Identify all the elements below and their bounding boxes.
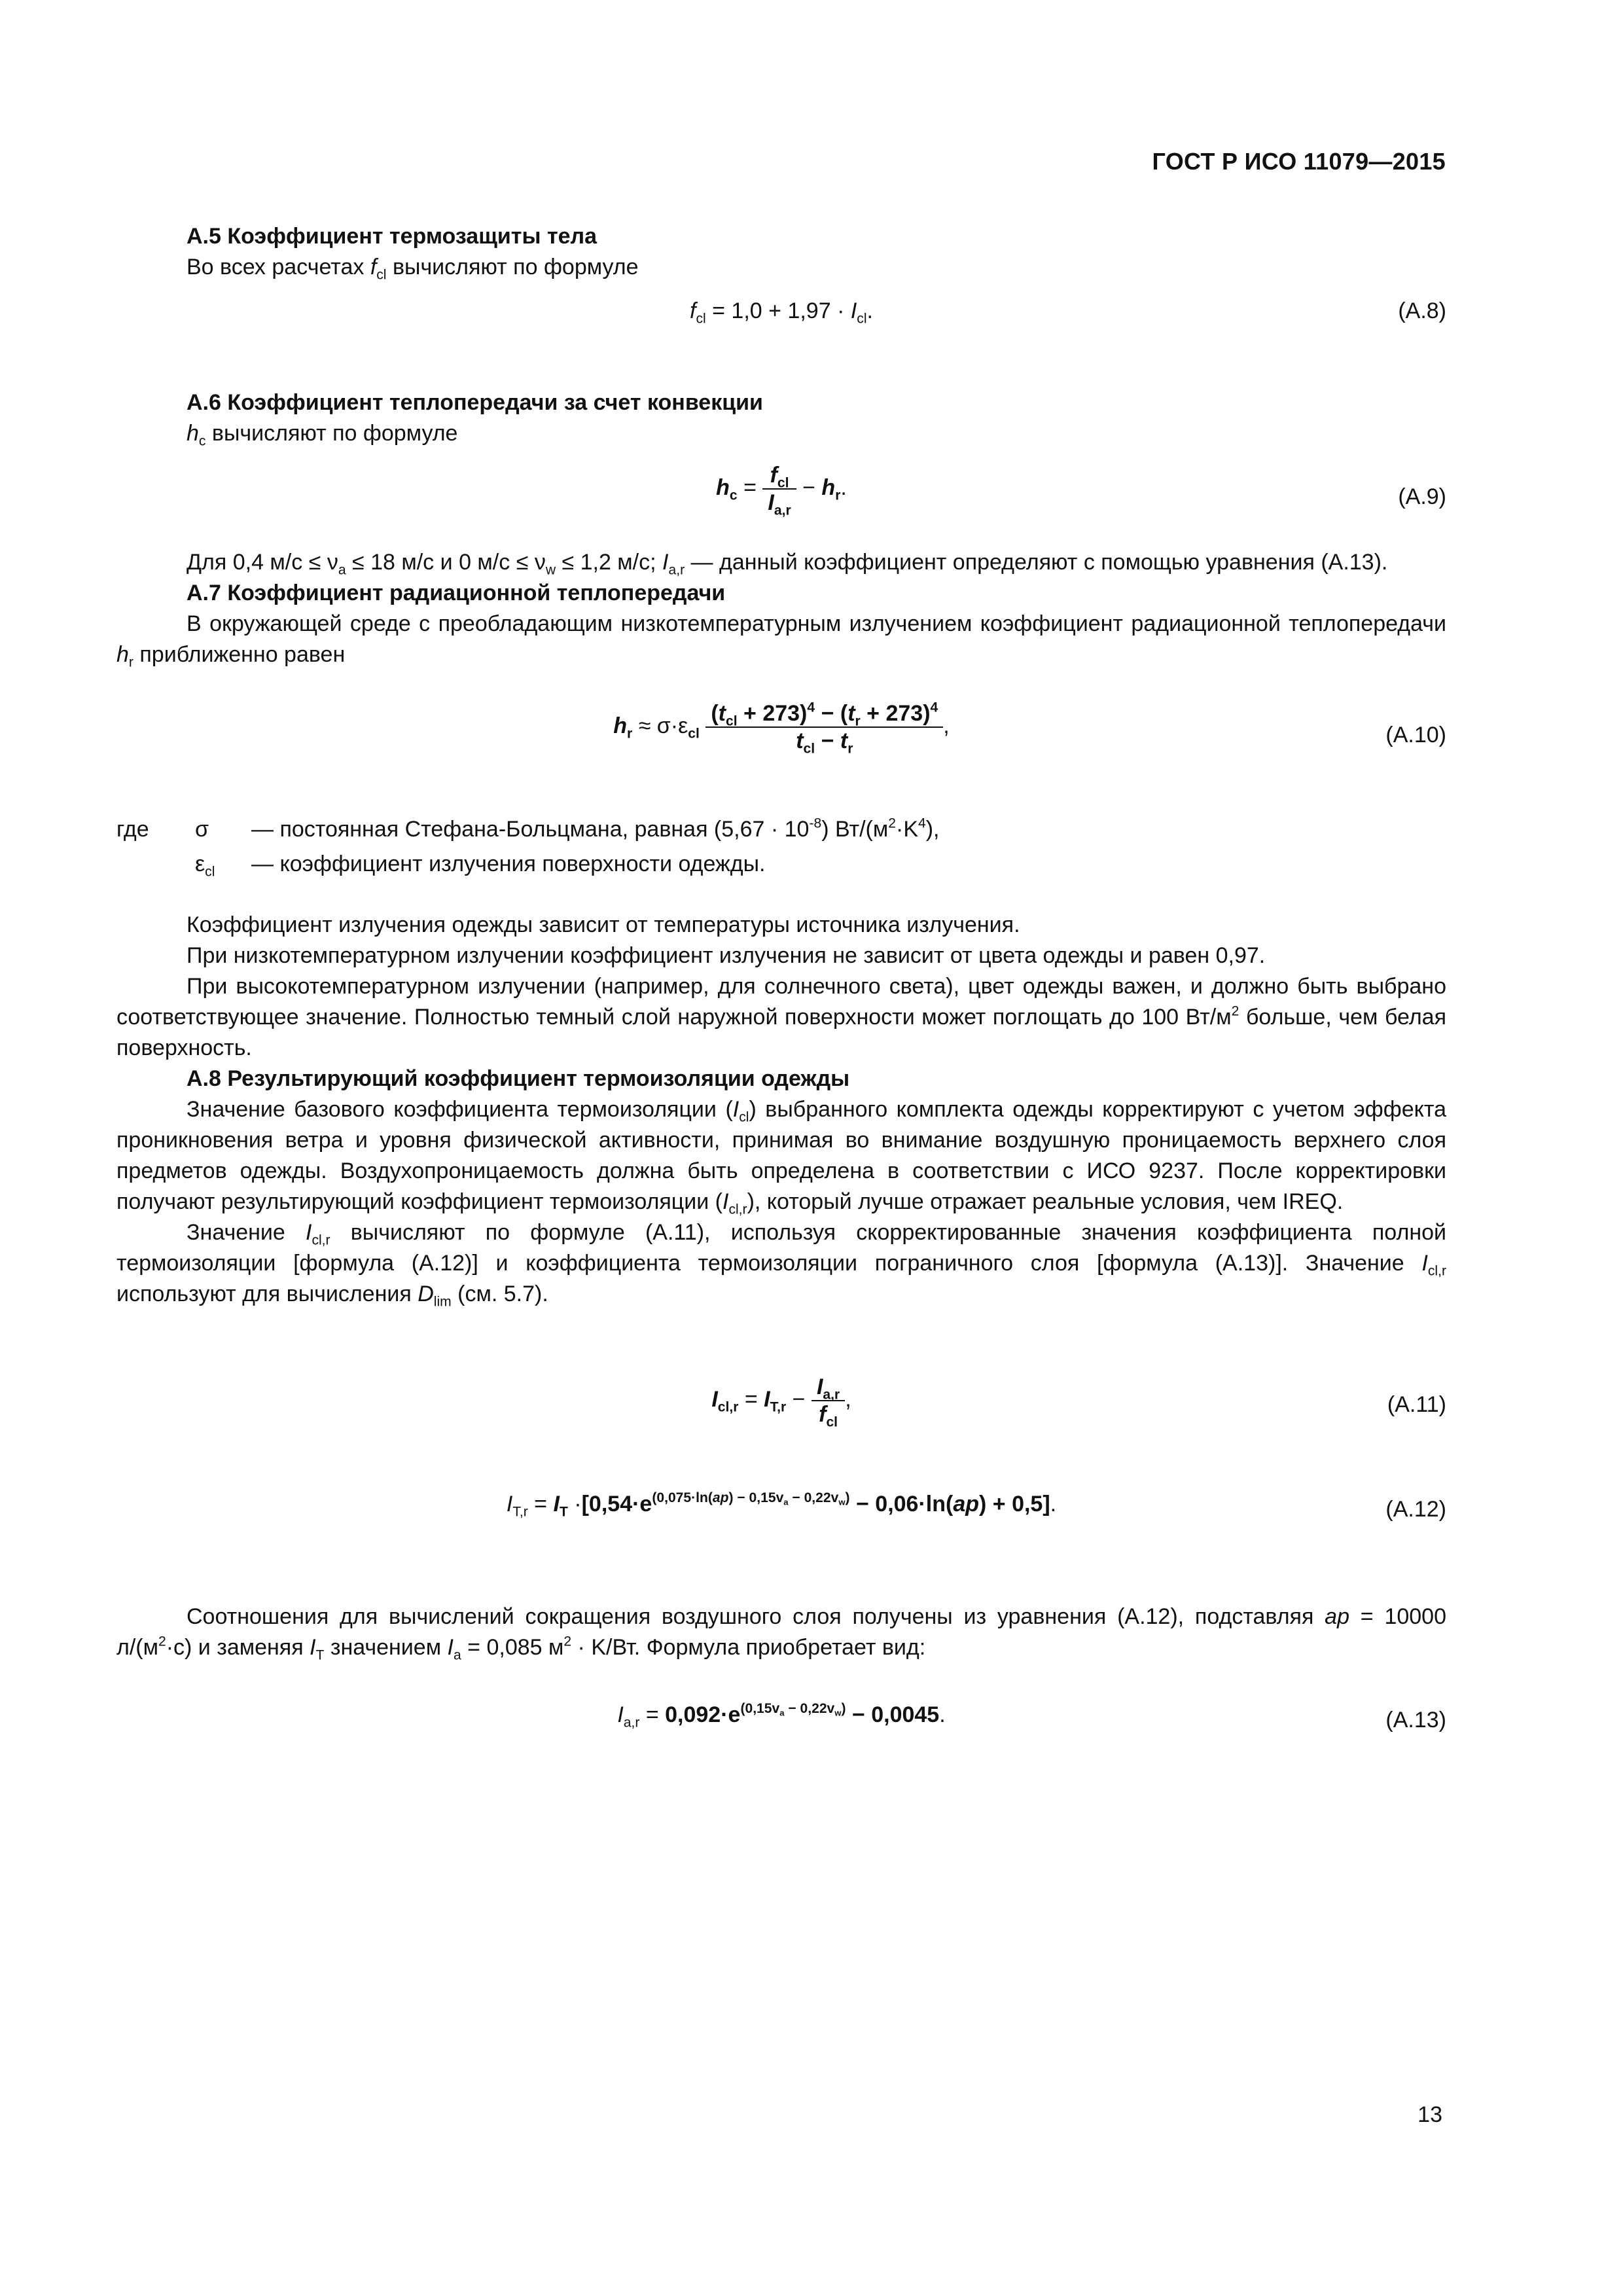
document-header: ГОСТ Р ИСО 11079—2015 [1152, 148, 1446, 175]
text: больше, чем белая поверхность. [116, 1005, 1446, 1060]
paragraph: Значение $I_{cl,r}$ вычисляют по формуле (А.11), используя скорректированные значения коэффициента полной термоизоляции [формула (А.12)] и коэффициента термоизоляции пограничного слоя [формула (А.13)]. Значение $I_{cl,r}$ используют для вычисления $D_{lim}$ (см. 5.7). [116, 1220, 1446, 1310]
section-title-a5: А.5 Коэффициент термозащиты тела [187, 224, 597, 249]
formula: $I_{T,r} = I_T \cdot[0,54\cdot e^{(0,075\cdot ln(ap) - 0,15v_a - 0,22v_w)} - 0,06\cdot\ln(ap) + 0,5]$. [506, 1490, 1057, 1520]
text: Соотношения для вычислений сокращения воздушного слоя получены из уравнения (А.12), подставляя [187, 1604, 1325, 1629]
section-title-a6: А.6 Коэффициент теплопередачи за счет конвекции [187, 390, 763, 415]
paragraph [116, 252, 1446, 283]
sup: 2 [1231, 1003, 1240, 1019]
text: ≤ 18 м/с и 0 м/с ≤ [346, 550, 535, 575]
paragraph: Значение базового коэффициента термоизоляции $(I_{cl})$ выбранного комплекта одежды корректируют с учетом эффекта проникновения ветра и уровня физической активности, принимая во внимание воздушную проницаемость верхнего слоя предметов одежды. Воздухопроницаемость должна быть определена в соответствии с ИСО 9237. После корректировки получают результирующий коэффициент термоизоляции $(I_{cl,r})$, который лучше отражает реальные условия, чем IREQ. [116, 1097, 1446, 1217]
equation-a12 [116, 1476, 1446, 1537]
symbol: $\varepsilon_{cl}$ [195, 852, 215, 880]
formula: $h_r \approx \sigma\cdot\varepsilon_{cl}$ $\frac{(t_{cl} + 273)^4 - (t_r + 273)^4}{t_{cl} - t_r}$ , [613, 700, 950, 757]
text: — данный коэффициент определяют с помощью уравнения (А.13). [685, 550, 1388, 575]
sub: c [198, 433, 206, 449]
paragraph [116, 971, 1446, 1064]
equation-number: (А.13) [1385, 1708, 1446, 1732]
text: ), который лучше отражает реальные условия, чем IREQ. [747, 1189, 1344, 1214]
text: вычисляют по формуле [386, 255, 639, 279]
formula: $h_c$ = $\frac{f_{cl}}{I_{a,r}}$ − $h_r$. [716, 463, 847, 518]
equation-a13 [116, 1693, 1446, 1755]
paragraph: Для 0,4 $м/с \le \nu_a \le 18$ м/с и 0 $м/с \le \nu_w \le 1,2$ м/с; $I_{a,r}$ — данный коэффициент определяют с помощью уравнения (А.13). [187, 550, 1388, 578]
sup: 2 [563, 1634, 572, 1649]
where-label: где [116, 817, 149, 842]
text: · K/Вт. Формула приобретает вид: [571, 1635, 926, 1660]
equation-number: (А.12) [1385, 1497, 1446, 1522]
equation-number: (А.10) [1385, 723, 1446, 747]
section-title-a8: А.8 Результирующий коэффициент термоизоляции одежды [187, 1066, 850, 1091]
text: приближенно равен [133, 642, 346, 667]
text: Во всех расчетах [187, 255, 370, 279]
text: При высокотемпературном излучении (например, для солнечного света), цвет одежды важен, и должно быть выбрано соответствующее значение. Полностью темный слой наружной поверхности может поглощать до 100 Вт/м [116, 974, 1446, 1030]
formula: $f_{cl} = 1,0 + 1,97 \cdot I_{cl}$. [690, 298, 873, 327]
paragraph [116, 418, 1446, 449]
formula: $I_{a,r} = 0,092\cdot e^{(0,15v_a - 0,22v_w)} - 0,0045$. [617, 1701, 946, 1731]
sub: cl [376, 267, 387, 283]
text: вычисляют по формуле (А.11), используя скорректированные значения коэффициента полной термоизоляции [формула (А.12)] и коэффициента термоизоляции пограничного слоя [формула (А.13)]. Значение [116, 1220, 1446, 1276]
text: В окружающей среде с преобладающим низкотемпературным излучением коэффициент радиационной теплопередачи [187, 611, 1446, 636]
definition: — коэффициент излучения поверхности одежды. [251, 852, 766, 876]
formula: $I_{cl,r} = I_{T,r}$ − $\frac{I_{a,r}}{f_{cl}}$ , [711, 1374, 851, 1430]
var: h [187, 421, 199, 446]
text: используют для вычисления [116, 1282, 418, 1306]
text: ≤ 1,2 м/с; [556, 550, 663, 575]
paragraph: Соотношения для вычислений сокращения воздушного слоя получены из уравнения (А.12), подставляя ap = 10000 $л/(м^2\cdot с)$ и заменяя $I_T$ значением $I_a = 0,085$ $м^2 \cdot K/Вт$. Формула приобретает вид: [116, 1604, 1447, 1663]
symbol-definitions [116, 814, 1446, 880]
paragraph: В окружающей среде с преобладающим низкотемпературным излучением коэффициент радиационной теплопередачи $h_r$ приближенно равен [116, 611, 1446, 670]
definition: — постоянная Стефана-Больцмана, равная $(5,67 \cdot 10^{-8})$ $Вт/(м^2\cdot K^4)$, [251, 816, 940, 842]
equation-a11 [116, 1374, 1446, 1446]
page-number: 13 [1418, 2102, 1442, 2127]
section-title-a7: А.7 Коэффициент радиационной теплопередачи [187, 581, 726, 605]
text: значением [324, 1635, 448, 1660]
document-body [116, 221, 1446, 1755]
text: Для 0,4 м/с ≤ [187, 550, 327, 575]
equation-number: (А.9) [1398, 484, 1446, 509]
equation-a9 [116, 462, 1446, 534]
text: (см. 5.7). [451, 1282, 548, 1306]
var: f [370, 255, 377, 279]
equation-a10 [116, 700, 1446, 779]
text: ) выбранного комплекта одежды корректируют с учетом эффекта проникновения ветра и уровня физической активности, принимая во внимание воздушную проницаемость верхнего слоя предметов одежды. Воздухопроницаемость должна быть определена в соответствии с ИСО 9237. После корректировки получают результирующий коэффициент термоизоляции ( [116, 1097, 1446, 1214]
symbol: σ [195, 817, 209, 842]
text: = 0,085 м [461, 1635, 564, 1660]
paragraph: Коэффициент излучения одежды зависит от температуры источника излучения. [187, 912, 1020, 937]
equation-number: (А.8) [1398, 298, 1446, 323]
sup: 2 [158, 1634, 166, 1649]
text: вычисляют по формуле [205, 421, 458, 446]
text: Значение [187, 1220, 306, 1245]
text: = 10000 л/(м [116, 1604, 1447, 1660]
paragraph: При низкотемпературном излучении коэффициент излучения не зависит от цвета одежды и равен 0,97. [187, 943, 1266, 968]
equation-a8 [116, 296, 1446, 357]
text: Значение базового коэффициента термоизоляции ( [187, 1097, 733, 1122]
text: ·с) и заменяя [166, 1635, 310, 1660]
equation-number: (А.11) [1387, 1392, 1446, 1417]
